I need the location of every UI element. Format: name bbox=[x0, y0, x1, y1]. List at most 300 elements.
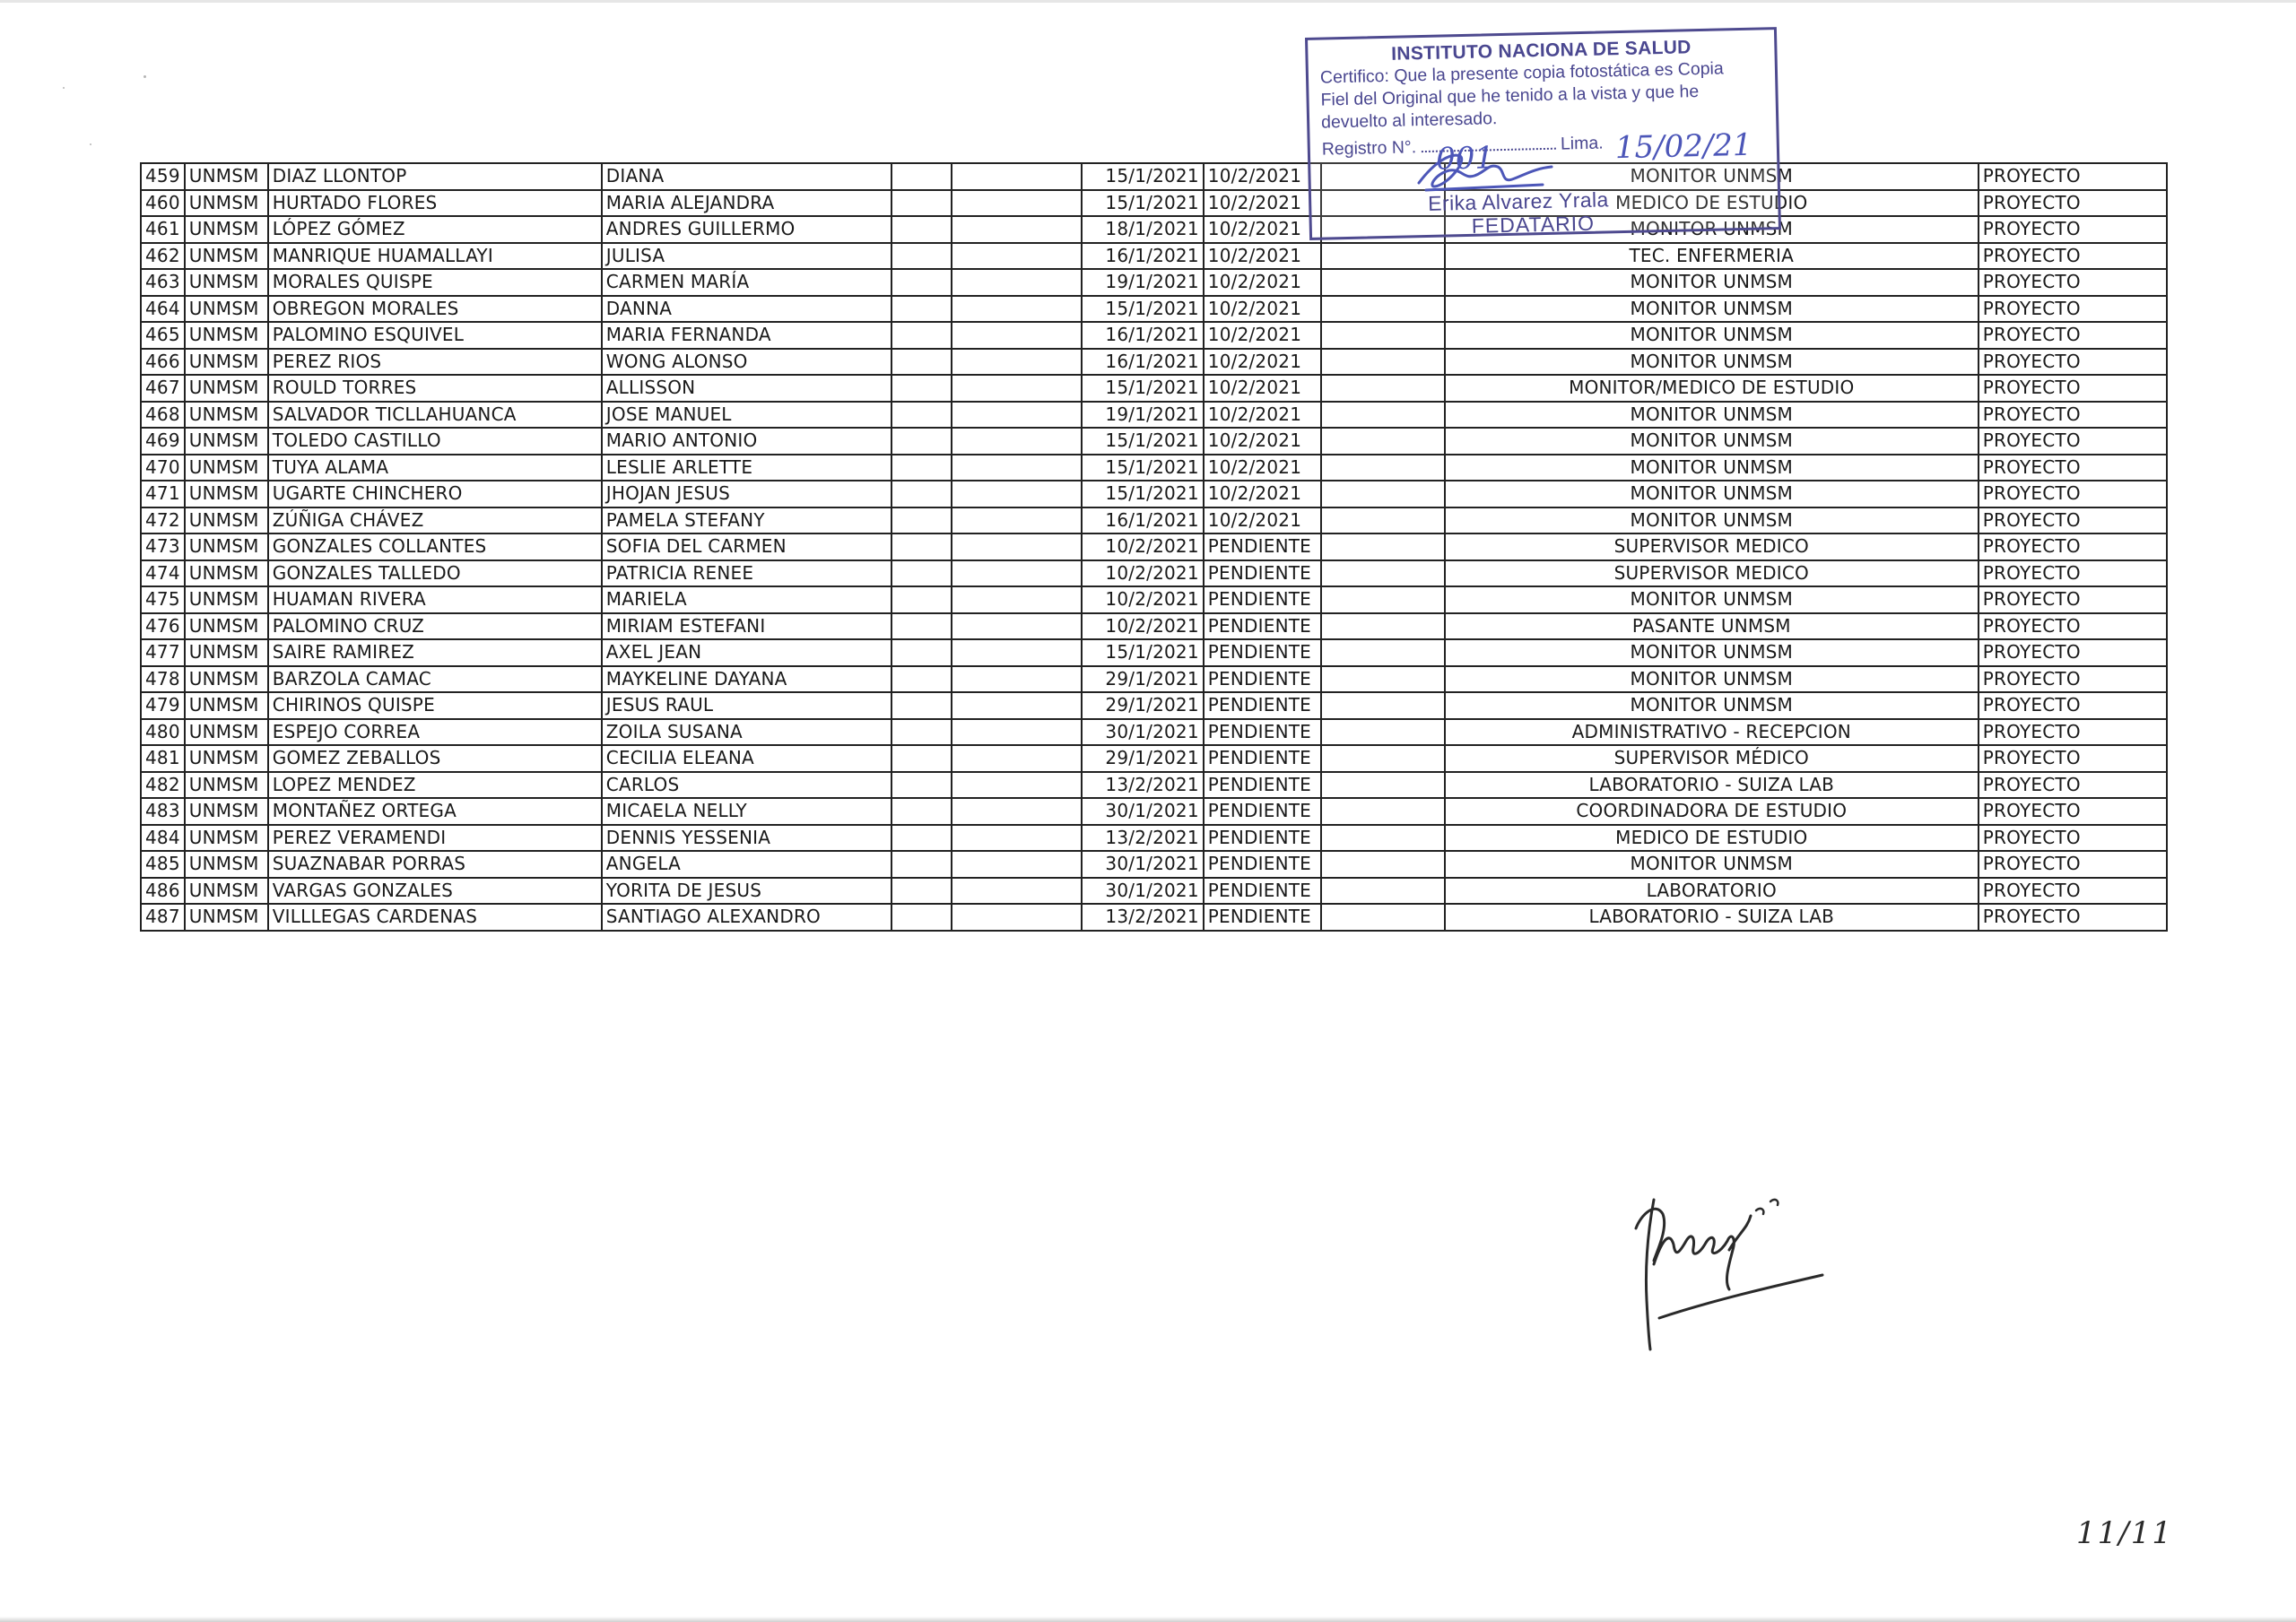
given-name-cell: SANTIAGO ALEXANDRO bbox=[602, 904, 891, 931]
end-date-cell: PENDIENTE bbox=[1204, 878, 1321, 905]
blank-cell-cell bbox=[891, 745, 952, 772]
position-cell: MONITOR UNMSM bbox=[1445, 666, 1979, 693]
row-number-cell: 487 bbox=[141, 904, 185, 931]
blank-cell-cell bbox=[952, 428, 1082, 455]
scan-speck bbox=[90, 143, 91, 145]
start-date-cell: 16/1/2021 bbox=[1082, 243, 1204, 270]
given-name-cell: MICAELA NELLY bbox=[602, 798, 891, 825]
handwritten-signature bbox=[1623, 1175, 1830, 1354]
row-number-cell: 483 bbox=[141, 798, 185, 825]
position-cell: MONITOR/MEDICO DE ESTUDIO bbox=[1445, 375, 1979, 402]
start-date-cell: 30/1/2021 bbox=[1082, 878, 1204, 905]
stamp-notary-role: FEDATARIO bbox=[1471, 211, 1596, 238]
blank-cell-cell bbox=[891, 719, 952, 746]
start-date-cell: 15/1/2021 bbox=[1082, 190, 1204, 217]
end-date-cell: 10/2/2021 bbox=[1204, 216, 1321, 243]
table-row bbox=[141, 296, 2167, 323]
row-number-cell: 459 bbox=[141, 163, 185, 190]
end-date-cell: PENDIENTE bbox=[1204, 772, 1321, 799]
blank-cell-cell bbox=[891, 825, 952, 852]
blank-cell-cell bbox=[952, 269, 1082, 296]
blank-cell-cell bbox=[1321, 772, 1445, 799]
start-date-cell: 16/1/2021 bbox=[1082, 507, 1204, 534]
institution-cell: UNMSM bbox=[185, 851, 268, 878]
blank-cell-cell bbox=[891, 402, 952, 429]
start-date-cell: 15/1/2021 bbox=[1082, 375, 1204, 402]
start-date-cell: 13/2/2021 bbox=[1082, 904, 1204, 931]
row-number-cell: 469 bbox=[141, 428, 185, 455]
end-date-cell: PENDIENTE bbox=[1204, 745, 1321, 772]
stamp-line: devuelto al interesado. bbox=[1320, 108, 1498, 133]
end-date-cell: 10/2/2021 bbox=[1204, 481, 1321, 507]
surname-cell: ZÚÑIGA CHÁVEZ bbox=[268, 507, 602, 534]
table-row bbox=[141, 243, 2167, 270]
row-number-cell: 480 bbox=[141, 719, 185, 746]
contract-type-cell: PROYECTO bbox=[1979, 560, 2167, 587]
row-number-cell: 470 bbox=[141, 455, 185, 481]
blank-cell-cell bbox=[891, 878, 952, 905]
blank-cell-cell bbox=[1321, 481, 1445, 507]
surname-cell: DIAZ LLONTOP bbox=[268, 163, 602, 190]
blank-cell-cell bbox=[952, 243, 1082, 270]
contract-type-cell: PROYECTO bbox=[1979, 692, 2167, 719]
blank-cell-cell bbox=[952, 878, 1082, 905]
blank-cell-cell bbox=[891, 481, 952, 507]
position-cell: MONITOR UNMSM bbox=[1445, 428, 1979, 455]
surname-cell: PALOMINO CRUZ bbox=[268, 613, 602, 640]
blank-cell-cell bbox=[952, 481, 1082, 507]
given-name-cell: JULISA bbox=[602, 243, 891, 270]
surname-cell: SUAZNABAR PORRAS bbox=[268, 851, 602, 878]
institution-cell: UNMSM bbox=[185, 455, 268, 481]
roster-body bbox=[141, 163, 2167, 931]
end-date-cell: PENDIENTE bbox=[1204, 692, 1321, 719]
stamp-line: Certifico: Que la presente copia fotostática es Copia bbox=[1319, 58, 1724, 88]
contract-type-cell: PROYECTO bbox=[1979, 772, 2167, 799]
blank-cell-cell bbox=[952, 296, 1082, 323]
stamp-title: INSTITUTO NACIONA DE SALUD bbox=[1390, 37, 1692, 65]
position-cell: MONITOR UNMSM bbox=[1445, 507, 1979, 534]
blank-cell-cell bbox=[1321, 904, 1445, 931]
contract-type-cell: PROYECTO bbox=[1979, 269, 2167, 296]
start-date-cell: 10/2/2021 bbox=[1082, 533, 1204, 560]
blank-cell-cell bbox=[1321, 322, 1445, 349]
table-row bbox=[141, 216, 2167, 243]
start-date-cell: 15/1/2021 bbox=[1082, 455, 1204, 481]
contract-type-cell: PROYECTO bbox=[1979, 190, 2167, 217]
surname-cell: BARZOLA CAMAC bbox=[268, 666, 602, 693]
blank-cell-cell bbox=[1321, 878, 1445, 905]
start-date-cell: 15/1/2021 bbox=[1082, 639, 1204, 666]
blank-cell-cell bbox=[952, 163, 1082, 190]
row-number-cell: 464 bbox=[141, 296, 185, 323]
surname-cell: LOPEZ MENDEZ bbox=[268, 772, 602, 799]
institution-cell: UNMSM bbox=[185, 190, 268, 217]
position-cell: MONITOR UNMSM bbox=[1445, 481, 1979, 507]
table-row bbox=[141, 904, 2167, 931]
institution-cell: UNMSM bbox=[185, 666, 268, 693]
institution-cell: UNMSM bbox=[185, 243, 268, 270]
surname-cell: GONZALES COLLANTES bbox=[268, 533, 602, 560]
staff-roster-table bbox=[140, 162, 2168, 932]
institution-cell: UNMSM bbox=[185, 798, 268, 825]
given-name-cell: DENNIS YESSENIA bbox=[602, 825, 891, 852]
position-cell: LABORATORIO - SUIZA LAB bbox=[1445, 904, 1979, 931]
table-row bbox=[141, 533, 2167, 560]
position-cell: MONITOR UNMSM bbox=[1445, 639, 1979, 666]
contract-type-cell: PROYECTO bbox=[1979, 878, 2167, 905]
blank-cell-cell bbox=[952, 402, 1082, 429]
blank-cell-cell bbox=[952, 772, 1082, 799]
surname-cell: VARGAS GONZALES bbox=[268, 878, 602, 905]
end-date-cell: 10/2/2021 bbox=[1204, 190, 1321, 217]
contract-type-cell: PROYECTO bbox=[1979, 375, 2167, 402]
blank-cell-cell bbox=[891, 851, 952, 878]
institution-cell: UNMSM bbox=[185, 825, 268, 852]
end-date-cell: 10/2/2021 bbox=[1204, 349, 1321, 376]
table-row bbox=[141, 322, 2167, 349]
position-cell: SUPERVISOR MÉDICO bbox=[1445, 745, 1979, 772]
end-date-cell: PENDIENTE bbox=[1204, 825, 1321, 852]
row-number-cell: 466 bbox=[141, 349, 185, 376]
contract-type-cell: PROYECTO bbox=[1979, 163, 2167, 190]
table-row bbox=[141, 745, 2167, 772]
surname-cell: SALVADOR TICLLAHUANCA bbox=[268, 402, 602, 429]
start-date-cell: 29/1/2021 bbox=[1082, 745, 1204, 772]
given-name-cell: CARMEN MARÍA bbox=[602, 269, 891, 296]
institution-cell: UNMSM bbox=[185, 216, 268, 243]
surname-cell: MANRIQUE HUAMALLAYI bbox=[268, 243, 602, 270]
table-row bbox=[141, 481, 2167, 507]
institution-cell: UNMSM bbox=[185, 772, 268, 799]
start-date-cell: 10/2/2021 bbox=[1082, 613, 1204, 640]
given-name-cell: MARIA ALEJANDRA bbox=[602, 190, 891, 217]
blank-cell-cell bbox=[952, 216, 1082, 243]
given-name-cell: SOFIA DEL CARMEN bbox=[602, 533, 891, 560]
start-date-cell: 10/2/2021 bbox=[1082, 560, 1204, 587]
stamp-notary-name: Erika Alvarez Yrala bbox=[1427, 187, 1609, 215]
end-date-cell: PENDIENTE bbox=[1204, 533, 1321, 560]
position-cell: LABORATORIO bbox=[1445, 878, 1979, 905]
table-row bbox=[141, 560, 2167, 587]
surname-cell: GOMEZ ZEBALLOS bbox=[268, 745, 602, 772]
scan-speck bbox=[63, 87, 65, 89]
institution-cell: UNMSM bbox=[185, 560, 268, 587]
blank-cell-cell bbox=[952, 533, 1082, 560]
start-date-cell: 30/1/2021 bbox=[1082, 851, 1204, 878]
given-name-cell: CECILIA ELEANA bbox=[602, 745, 891, 772]
position-cell: MONITOR UNMSM bbox=[1445, 269, 1979, 296]
blank-cell-cell bbox=[952, 586, 1082, 613]
table-row bbox=[141, 349, 2167, 376]
table-row bbox=[141, 772, 2167, 799]
end-date-cell: 10/2/2021 bbox=[1204, 455, 1321, 481]
blank-cell-cell bbox=[1321, 269, 1445, 296]
end-date-cell: PENDIENTE bbox=[1204, 586, 1321, 613]
table-row bbox=[141, 666, 2167, 693]
surname-cell: TOLEDO CASTILLO bbox=[268, 428, 602, 455]
contract-type-cell: PROYECTO bbox=[1979, 402, 2167, 429]
given-name-cell: MARIO ANTONIO bbox=[602, 428, 891, 455]
given-name-cell: DANNA bbox=[602, 296, 891, 323]
contract-type-cell: PROYECTO bbox=[1979, 296, 2167, 323]
blank-cell-cell bbox=[891, 190, 952, 217]
row-number-cell: 486 bbox=[141, 878, 185, 905]
row-number-cell: 472 bbox=[141, 507, 185, 534]
contract-type-cell: PROYECTO bbox=[1979, 639, 2167, 666]
surname-cell: UGARTE CHINCHERO bbox=[268, 481, 602, 507]
start-date-cell: 15/1/2021 bbox=[1082, 481, 1204, 507]
position-cell: MEDICO DE ESTUDIO bbox=[1445, 825, 1979, 852]
institution-cell: UNMSM bbox=[185, 692, 268, 719]
row-number-cell: 471 bbox=[141, 481, 185, 507]
table-row bbox=[141, 402, 2167, 429]
surname-cell: MONTAÑEZ ORTEGA bbox=[268, 798, 602, 825]
blank-cell-cell bbox=[1321, 533, 1445, 560]
given-name-cell: JOSE MANUEL bbox=[602, 402, 891, 429]
blank-cell-cell bbox=[891, 507, 952, 534]
start-date-cell: 18/1/2021 bbox=[1082, 216, 1204, 243]
table-row bbox=[141, 719, 2167, 746]
blank-cell-cell bbox=[1321, 243, 1445, 270]
end-date-cell: 10/2/2021 bbox=[1204, 375, 1321, 402]
start-date-cell: 15/1/2021 bbox=[1082, 428, 1204, 455]
blank-cell-cell bbox=[952, 322, 1082, 349]
start-date-cell: 16/1/2021 bbox=[1082, 322, 1204, 349]
end-date-cell: 10/2/2021 bbox=[1204, 402, 1321, 429]
end-date-cell: 10/2/2021 bbox=[1204, 322, 1321, 349]
given-name-cell: ANGELA bbox=[602, 851, 891, 878]
start-date-cell: 19/1/2021 bbox=[1082, 269, 1204, 296]
blank-cell-cell bbox=[1321, 560, 1445, 587]
row-number-cell: 478 bbox=[141, 666, 185, 693]
position-cell: MONITOR UNMSM bbox=[1445, 163, 1979, 190]
institution-cell: UNMSM bbox=[185, 507, 268, 534]
given-name-cell: JESUS RAUL bbox=[602, 692, 891, 719]
institution-cell: UNMSM bbox=[185, 904, 268, 931]
blank-cell-cell bbox=[1321, 455, 1445, 481]
given-name-cell: ANDRES GUILLERMO bbox=[602, 216, 891, 243]
blank-cell-cell bbox=[1321, 798, 1445, 825]
row-number-cell: 476 bbox=[141, 613, 185, 640]
contract-type-cell: PROYECTO bbox=[1979, 798, 2167, 825]
position-cell: MONITOR UNMSM bbox=[1445, 851, 1979, 878]
surname-cell: HURTADO FLORES bbox=[268, 190, 602, 217]
scan-top-edge bbox=[0, 0, 2296, 3]
blank-cell-cell bbox=[891, 586, 952, 613]
institution-cell: UNMSM bbox=[185, 639, 268, 666]
blank-cell-cell bbox=[1321, 825, 1445, 852]
given-name-cell: PAMELA STEFANY bbox=[602, 507, 891, 534]
start-date-cell: 19/1/2021 bbox=[1082, 402, 1204, 429]
position-cell: ADMINISTRATIVO - RECEPCION bbox=[1445, 719, 1979, 746]
blank-cell-cell bbox=[952, 825, 1082, 852]
row-number-cell: 475 bbox=[141, 586, 185, 613]
given-name-cell: PATRICIA RENEE bbox=[602, 560, 891, 587]
surname-cell: GONZALES TALLEDO bbox=[268, 560, 602, 587]
given-name-cell: YORITA DE JESUS bbox=[602, 878, 891, 905]
stamp-line: Fiel del Original que he tenido a la vista y que he bbox=[1320, 82, 1700, 110]
contract-type-cell: PROYECTO bbox=[1979, 216, 2167, 243]
blank-cell-cell bbox=[891, 163, 952, 190]
row-number-cell: 465 bbox=[141, 322, 185, 349]
contract-type-cell: PROYECTO bbox=[1979, 349, 2167, 376]
blank-cell-cell bbox=[891, 428, 952, 455]
blank-cell-cell bbox=[891, 798, 952, 825]
blank-cell-cell bbox=[1321, 613, 1445, 640]
institution-cell: UNMSM bbox=[185, 428, 268, 455]
row-number-cell: 479 bbox=[141, 692, 185, 719]
table-row bbox=[141, 825, 2167, 852]
row-number-cell: 481 bbox=[141, 745, 185, 772]
table-row bbox=[141, 269, 2167, 296]
blank-cell-cell bbox=[1321, 402, 1445, 429]
given-name-cell: ALLISSON bbox=[602, 375, 891, 402]
institution-cell: UNMSM bbox=[185, 719, 268, 746]
scan-speck bbox=[144, 75, 146, 78]
scan-bottom-edge bbox=[0, 1617, 2296, 1622]
end-date-cell: 10/2/2021 bbox=[1204, 428, 1321, 455]
start-date-cell: 29/1/2021 bbox=[1082, 666, 1204, 693]
end-date-cell: 10/2/2021 bbox=[1204, 269, 1321, 296]
certification-stamp bbox=[1305, 27, 1781, 240]
surname-cell: PALOMINO ESQUIVEL bbox=[268, 322, 602, 349]
given-name-cell: AXEL JEAN bbox=[602, 639, 891, 666]
table-row bbox=[141, 428, 2167, 455]
end-date-cell: PENDIENTE bbox=[1204, 904, 1321, 931]
start-date-cell: 15/1/2021 bbox=[1082, 296, 1204, 323]
row-number-cell: 474 bbox=[141, 560, 185, 587]
row-number-cell: 484 bbox=[141, 825, 185, 852]
institution-cell: UNMSM bbox=[185, 402, 268, 429]
institution-cell: UNMSM bbox=[185, 375, 268, 402]
end-date-cell: 10/2/2021 bbox=[1204, 507, 1321, 534]
contract-type-cell: PROYECTO bbox=[1979, 455, 2167, 481]
given-name-cell: MIRIAM ESTEFANI bbox=[602, 613, 891, 640]
blank-cell-cell bbox=[891, 243, 952, 270]
contract-type-cell: PROYECTO bbox=[1979, 533, 2167, 560]
blank-cell-cell bbox=[1321, 719, 1445, 746]
given-name-cell: JHOJAN JESUS bbox=[602, 481, 891, 507]
blank-cell-cell bbox=[891, 560, 952, 587]
end-date-cell: PENDIENTE bbox=[1204, 719, 1321, 746]
institution-cell: UNMSM bbox=[185, 322, 268, 349]
institution-cell: UNMSM bbox=[185, 745, 268, 772]
blank-cell-cell bbox=[1321, 349, 1445, 376]
contract-type-cell: PROYECTO bbox=[1979, 851, 2167, 878]
page-number: 11/11 bbox=[2076, 1515, 2173, 1551]
position-cell: LABORATORIO - SUIZA LAB bbox=[1445, 772, 1979, 799]
blank-cell-cell bbox=[891, 269, 952, 296]
table-row bbox=[141, 639, 2167, 666]
blank-cell-cell bbox=[891, 375, 952, 402]
end-date-cell: PENDIENTE bbox=[1204, 639, 1321, 666]
blank-cell-cell bbox=[891, 639, 952, 666]
blank-cell-cell bbox=[952, 349, 1082, 376]
table-row bbox=[141, 798, 2167, 825]
position-cell: TEC. ENFERMERIA bbox=[1445, 243, 1979, 270]
blank-cell-cell bbox=[1321, 507, 1445, 534]
row-number-cell: 477 bbox=[141, 639, 185, 666]
blank-cell-cell bbox=[1321, 745, 1445, 772]
contract-type-cell: PROYECTO bbox=[1979, 322, 2167, 349]
blank-cell-cell bbox=[891, 772, 952, 799]
surname-cell: OBREGON MORALES bbox=[268, 296, 602, 323]
surname-cell: CHIRINOS QUISPE bbox=[268, 692, 602, 719]
blank-cell-cell bbox=[891, 533, 952, 560]
end-date-cell: PENDIENTE bbox=[1204, 666, 1321, 693]
row-number-cell: 463 bbox=[141, 269, 185, 296]
start-date-cell: 30/1/2021 bbox=[1082, 798, 1204, 825]
table-row bbox=[141, 163, 2167, 190]
institution-cell: UNMSM bbox=[185, 481, 268, 507]
row-number-cell: 461 bbox=[141, 216, 185, 243]
blank-cell-cell bbox=[952, 455, 1082, 481]
institution-cell: UNMSM bbox=[185, 533, 268, 560]
surname-cell: PEREZ VERAMENDI bbox=[268, 825, 602, 852]
stamp-lima-label: Lima. bbox=[1560, 133, 1604, 154]
start-date-cell: 16/1/2021 bbox=[1082, 349, 1204, 376]
contract-type-cell: PROYECTO bbox=[1979, 745, 2167, 772]
surname-cell: VILLLEGAS CARDENAS bbox=[268, 904, 602, 931]
row-number-cell: 468 bbox=[141, 402, 185, 429]
position-cell: SUPERVISOR MEDICO bbox=[1445, 533, 1979, 560]
institution-cell: UNMSM bbox=[185, 586, 268, 613]
contract-type-cell: PROYECTO bbox=[1979, 904, 2167, 931]
notary-signature bbox=[1408, 143, 1561, 197]
start-date-cell: 13/2/2021 bbox=[1082, 825, 1204, 852]
end-date-cell: PENDIENTE bbox=[1204, 851, 1321, 878]
start-date-cell: 13/2/2021 bbox=[1082, 772, 1204, 799]
blank-cell-cell bbox=[891, 904, 952, 931]
row-number-cell: 485 bbox=[141, 851, 185, 878]
institution-cell: UNMSM bbox=[185, 878, 268, 905]
blank-cell-cell bbox=[1321, 666, 1445, 693]
contract-type-cell: PROYECTO bbox=[1979, 481, 2167, 507]
end-date-cell: 10/2/2021 bbox=[1204, 296, 1321, 323]
table-row bbox=[141, 692, 2167, 719]
row-number-cell: 462 bbox=[141, 243, 185, 270]
blank-cell-cell bbox=[952, 851, 1082, 878]
position-cell: MONITOR UNMSM bbox=[1445, 296, 1979, 323]
blank-cell-cell bbox=[1321, 692, 1445, 719]
position-cell: MEDICO DE ESTUDIO bbox=[1445, 190, 1979, 217]
blank-cell-cell bbox=[952, 692, 1082, 719]
blank-cell-cell bbox=[891, 216, 952, 243]
row-number-cell: 467 bbox=[141, 375, 185, 402]
table-row bbox=[141, 375, 2167, 402]
end-date-cell: 10/2/2021 bbox=[1204, 163, 1321, 190]
blank-cell-cell bbox=[891, 666, 952, 693]
table-row bbox=[141, 851, 2167, 878]
blank-cell-cell bbox=[1321, 428, 1445, 455]
stamp-registro-label: Registro N°. bbox=[1321, 137, 1417, 160]
surname-cell: TUYA ALAMA bbox=[268, 455, 602, 481]
stamp-registro-value: 001 bbox=[1435, 140, 1495, 178]
surname-cell: HUAMAN RIVERA bbox=[268, 586, 602, 613]
table-row bbox=[141, 878, 2167, 905]
start-date-cell: 15/1/2021 bbox=[1082, 163, 1204, 190]
start-date-cell: 29/1/2021 bbox=[1082, 692, 1204, 719]
blank-cell-cell bbox=[952, 798, 1082, 825]
blank-cell-cell bbox=[1321, 586, 1445, 613]
end-date-cell: PENDIENTE bbox=[1204, 613, 1321, 640]
position-cell: PASANTE UNMSM bbox=[1445, 613, 1979, 640]
blank-cell-cell bbox=[952, 560, 1082, 587]
start-date-cell: 30/1/2021 bbox=[1082, 719, 1204, 746]
given-name-cell: CARLOS bbox=[602, 772, 891, 799]
contract-type-cell: PROYECTO bbox=[1979, 586, 2167, 613]
